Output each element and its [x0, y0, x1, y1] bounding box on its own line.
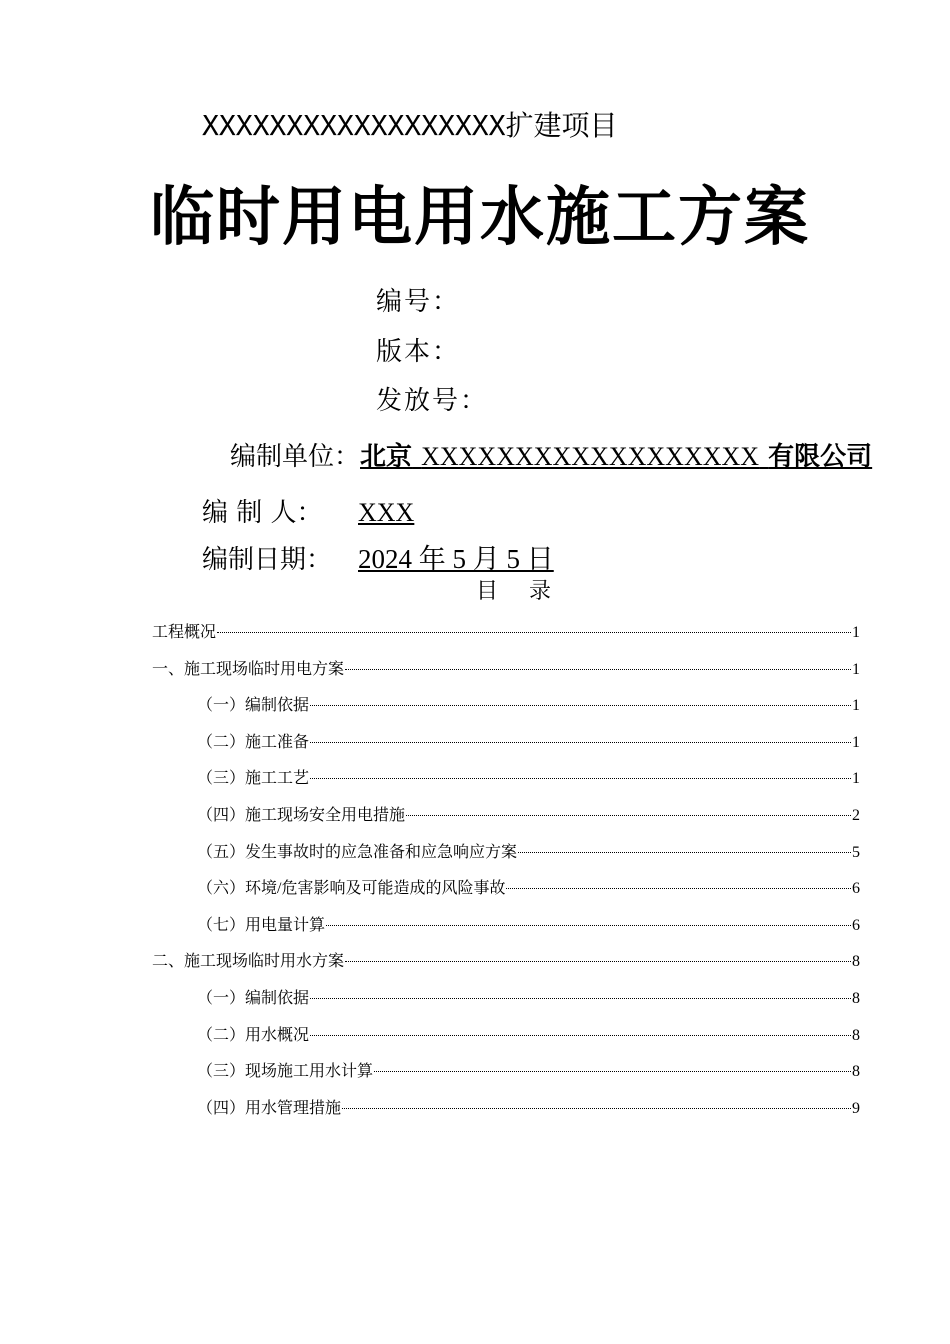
- toc-dot-leader: [310, 998, 851, 999]
- toc-entry-page-number: 1: [852, 697, 860, 715]
- compiling-unit-label: 编制单位：: [230, 442, 361, 472]
- toc-entry[interactable]: [152, 692, 860, 729]
- toc-entry-page-number: 8: [852, 1063, 860, 1081]
- toc-entry-label: （四）用水管理措施: [197, 1099, 342, 1117]
- toc-entry-label: 工程概况: [152, 624, 217, 641]
- toc-dot-leader: [217, 632, 851, 633]
- release-label: 发放号：: [376, 386, 489, 416]
- toc-entry-label: （七）用电量计算: [197, 916, 326, 934]
- toc-entry-label: （二）施工准备: [197, 733, 310, 751]
- toc-entry-page-number: 8: [852, 989, 860, 1007]
- toc-dot-leader: [374, 1071, 851, 1072]
- toc-entry-label: （四）施工现场安全用电措施: [197, 806, 406, 824]
- toc-entry[interactable]: [152, 729, 860, 766]
- toc-entry[interactable]: [152, 1095, 860, 1132]
- toc-entry[interactable]: [152, 619, 860, 656]
- project-prefix: XXXXXXXXXXXXXXXXXX: [202, 109, 506, 142]
- toc-entry-label: （三）施工工艺: [197, 770, 310, 788]
- version-label: 版本：: [376, 337, 461, 367]
- compiling-unit-prefix: 北京: [360, 442, 413, 472]
- toc-dot-leader: [310, 1035, 851, 1036]
- toc-dot-leader: [310, 705, 851, 706]
- toc-entry-label: （一）编制依据: [197, 697, 310, 715]
- toc-dot-leader: [518, 852, 851, 853]
- toc-entry-page-number: 1: [852, 660, 860, 678]
- date-value: 2024 年 5 月 5 日: [358, 544, 554, 574]
- toc-entry[interactable]: [152, 1022, 860, 1059]
- toc-dot-leader: [310, 778, 851, 779]
- author-row: [202, 492, 414, 529]
- toc-entry-page-number: 2: [852, 806, 860, 824]
- toc-entry-page-number: 5: [852, 843, 860, 861]
- toc-entry[interactable]: [152, 656, 860, 693]
- toc-dot-leader: [342, 1108, 851, 1109]
- toc-entry-label: 一、施工现场临时用电方案: [152, 660, 345, 678]
- date-label: 编制日期：: [202, 545, 333, 575]
- toc-entry-label: （六）环境/危害影响及可能造成的风险事故: [197, 880, 506, 898]
- toc-entry[interactable]: [152, 802, 860, 839]
- compiling-unit-suffix: 有限公司: [768, 442, 873, 472]
- toc-entry-label: （五）发生事故时的应急准备和应急响应方案: [197, 843, 518, 861]
- toc-entry[interactable]: [152, 1058, 860, 1095]
- author-label: 编 制 人：: [202, 498, 323, 528]
- toc-entry-page-number: 1: [852, 624, 860, 641]
- toc-entry[interactable]: [152, 875, 860, 912]
- toc-entry-label: （三）现场施工用水计算: [197, 1063, 374, 1081]
- compiling-unit-placeholder: XXXXXXXXXXXXXXXXXX: [421, 442, 760, 471]
- toc-dot-leader: [406, 815, 851, 816]
- toc-entry-page-number: 8: [852, 953, 860, 971]
- toc-entry-page-number: 6: [852, 916, 860, 934]
- toc-entry[interactable]: [152, 985, 860, 1022]
- author-value: XXX: [358, 498, 415, 527]
- toc-entry-page-number: 9: [852, 1099, 860, 1117]
- toc-entry-label: （一）编制依据: [197, 989, 310, 1007]
- date-row: [202, 537, 554, 576]
- table-of-contents: [152, 619, 860, 1131]
- toc-entry-page-number: 1: [852, 733, 860, 751]
- compiling-unit-value: [360, 442, 872, 472]
- toc-entry-label: （二）用水概况: [197, 1026, 310, 1044]
- toc-entry-page-number: 6: [852, 880, 860, 898]
- number-label: 编号：: [376, 287, 461, 317]
- toc-dot-leader: [506, 888, 851, 889]
- project-name: [202, 104, 617, 144]
- toc-dot-leader: [345, 961, 851, 962]
- main-title: 临时用电用水施工方案: [150, 181, 810, 255]
- compiling-unit-row: [230, 436, 872, 473]
- toc-title: 目 录: [476, 579, 563, 604]
- toc-entry[interactable]: [152, 839, 860, 876]
- toc-entry-page-number: 8: [852, 1026, 860, 1044]
- toc-entry-page-number: 1: [852, 770, 860, 788]
- toc-entry[interactable]: [152, 765, 860, 802]
- toc-dot-leader: [326, 925, 851, 926]
- toc-dot-leader: [310, 742, 851, 743]
- toc-dot-leader: [345, 669, 851, 670]
- toc-entry[interactable]: [152, 912, 860, 949]
- toc-entry-label: 二、施工现场临时用水方案: [152, 953, 345, 971]
- project-suffix: 扩建项目: [505, 109, 618, 142]
- toc-entry[interactable]: [152, 948, 860, 985]
